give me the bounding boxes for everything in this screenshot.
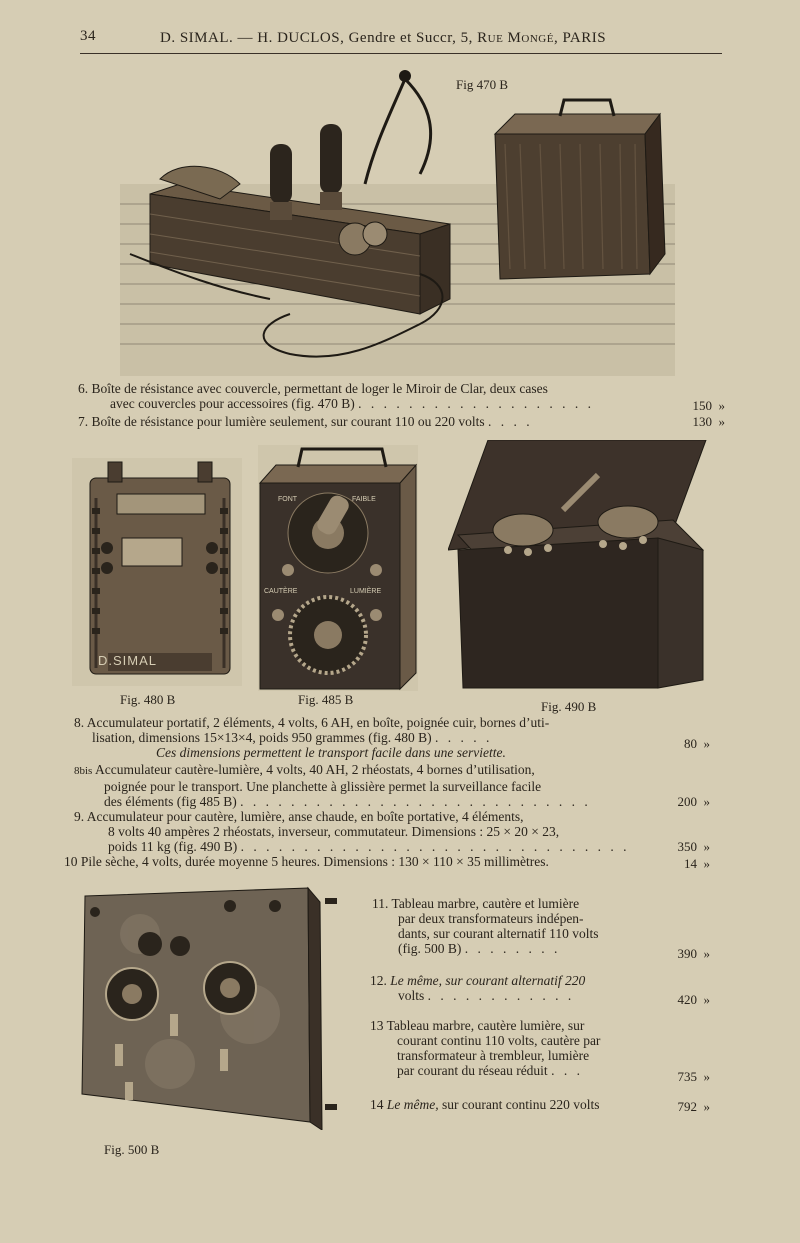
running-head: D. SIMAL. — H. DUCLOS, Gendre et Succr, 5, Rue Mongé, PARIS [160,30,607,46]
entry-10-unit: » [703,856,710,871]
entry-9-price-cell [648,839,710,855]
entry-8bis-line1: Accumulateur cautère-lumière, 4 volts, 40 AH, 2 rhéostats, 4 bornes d’utilisation, [94,762,535,777]
entry-11-price: 390 [677,946,697,961]
entry-14-price-cell [655,1099,710,1115]
figure-470-image [120,64,675,376]
page-number: 34 [80,28,96,44]
entry-6-number: 6. [78,381,89,396]
entry-8 [74,715,674,760]
entry-12-number: 12. [370,973,387,988]
entry-9-number: 9. [74,809,85,824]
entry-6 [78,381,678,411]
entry-9-line2: 8 volts 40 ampères 2 rhéostats, inverseur, commutateur. Dimensions : 25 × 20 × 23, [108,824,560,839]
entry-12-price-cell [655,992,710,1008]
entry-13-price-cell [655,1069,710,1085]
figure-485-lumiere-label: LUMIÈRE [350,588,382,595]
entry-9-price: 350 [677,839,697,854]
figure-490-label: Fig. 490 B [541,699,597,714]
entry-9 [74,809,674,854]
entry-7 [78,414,668,429]
entry-8bis-number: 8bis [74,765,93,777]
entry-7-price-cell [655,414,725,430]
entry-14-number: 14 [370,1097,384,1112]
entry-9-leader: . . . . . . . . . . . . . . . . . . . . . . . . . . . . . . . [240,839,630,854]
entry-8-line1: Accumulateur portatif, 2 éléments, 4 volts, 6 AH, en boîte, poignée cuir, bornes d’uti- [86,715,550,730]
entry-7-leader: . . . . [488,414,533,429]
entry-13-line1: Tableau marbre, cautère lumière, sur [386,1018,585,1033]
figure-485-font-label: FONT [278,496,298,503]
entry-8bis-unit: » [703,794,710,809]
entry-6-line1: Boîte de résistance avec couvercle, permettant de loger le Miroir de Clar, deux cases [91,381,548,396]
figure-480-plate-brand: D.SIMAL [98,653,158,668]
entry-11-number: 11. [372,896,389,911]
entry-8-note: Ces dimensions permettent le transport facile dans une serviette. [156,745,506,760]
entry-14-price: 792 [677,1099,697,1114]
entry-12-unit: » [703,992,710,1007]
entry-9-unit: » [703,839,710,854]
figure-485-image [258,445,418,691]
entry-11-unit: » [703,946,710,961]
entry-8bis-line2: poignée pour le transport. Une planchette à glissière permet la surveillance facile [104,779,542,794]
entry-13-price: 735 [677,1069,697,1084]
entry-12-line1: Le même, sur courant alternatif 220 [390,973,586,988]
figure-500-label: Fig. 500 B [104,1142,160,1157]
entry-13-unit: » [703,1069,710,1084]
running-head-street: Rue Mongé [477,30,554,46]
entry-14-lead: Le même, [386,1097,439,1112]
entry-6-line2: avec couvercles pour accessoires (fig. 470 B) [110,396,355,411]
entry-12-leader: . . . . . . . . . . . . [427,988,575,1003]
entry-11-line2: par deux transformateurs indépen- [398,911,584,926]
entry-7-number: 7. [78,414,89,429]
entry-13-line2: courant continu 110 volts, cautère par [397,1033,601,1048]
figure-490-image [448,440,708,692]
figure-480-label: Fig. 480 B [120,692,176,707]
entry-8-leader: . . . . . [434,730,493,745]
entry-6-price: 150 [692,398,712,413]
entry-10 [64,854,664,869]
running-head-city: PARIS [562,30,607,46]
entry-9-line3: poids 11 kg (fig. 490 B) [108,839,238,854]
entry-8-number: 8. [74,715,85,730]
entry-9-line1: Accumulateur pour cautère, lumière, anse chaude, en boîte portative, 4 éléments, [86,809,524,824]
entry-8bis-price: 200 [677,794,697,809]
running-head-text: D. SIMAL. — H. DUCLOS, Gendre et Succr, 5, [160,30,478,46]
entry-13-leader: . . . [551,1063,583,1078]
entry-10-line1: Pile sèche, 4 volts, durée moyenne 5 heures. Dimensions : 130 × 110 × 35 millimètres. [80,854,549,869]
header-rule [80,53,722,54]
entry-11-line4: (fig. 500 B) [398,941,462,956]
entry-7-line1: Boîte de résistance pour lumière seulement, sur courant 110 ou 220 volts [91,414,485,429]
entry-8-price: 80 [684,736,697,751]
entry-12 [370,973,650,1003]
entry-10-number: 10 [64,854,78,869]
entry-10-price-cell [648,856,710,872]
figure-500-image [80,884,345,1130]
entry-11-leader: . . . . . . . . [464,941,561,956]
entry-8bis-leader: . . . . . . . . . . . . . . . . . . . . . . . . . . . . [240,794,591,809]
entry-6-price-cell [655,398,725,414]
entry-8-price-cell [648,736,710,752]
entry-11-line1: Tableau marbre, cautère et lumière [391,896,580,911]
entry-7-price: 130 [692,414,712,429]
entry-11 [372,896,652,956]
entry-11-line3: dants, sur courant alternatif 110 volts [398,926,599,941]
entry-13 [370,1018,652,1078]
figure-485-label: Fig. 485 B [298,692,354,707]
entry-13-number: 13 [370,1018,384,1033]
entry-13-line4: par courant du réseau réduit [397,1063,548,1078]
entry-8-unit: » [703,736,710,751]
entry-6-leader: . . . . . . . . . . . . . . . . . . . [358,396,595,411]
entry-11-price-cell [655,946,710,962]
entry-12-price: 420 [677,992,697,1007]
entry-14-unit: » [703,1099,710,1114]
entry-14-rest: sur courant continu 220 volts [441,1097,600,1112]
entry-13-line3: transformateur à trembleur, lumière [397,1048,590,1063]
entry-8bis-line3: des éléments (fig 485 B) [104,794,237,809]
entry-7-unit: » [718,414,725,429]
entry-8bis [74,762,674,809]
entry-10-price: 14 [684,856,697,871]
entry-12-line2: volts [398,988,425,1003]
entry-14 [370,1097,652,1112]
figure-480-image [72,458,242,686]
entry-6-unit: » [718,398,725,413]
entry-8-line2: lisation, dimensions 15×13×4, poids 950 grammes (fig. 480 B) [92,730,432,745]
figure-470-label: Fig 470 B [456,77,509,92]
figure-485-cautere-label: CAUTÈRE [264,588,298,595]
entry-8bis-price-cell [648,794,710,810]
figure-485-faible-label: FAIBLE [352,496,376,503]
